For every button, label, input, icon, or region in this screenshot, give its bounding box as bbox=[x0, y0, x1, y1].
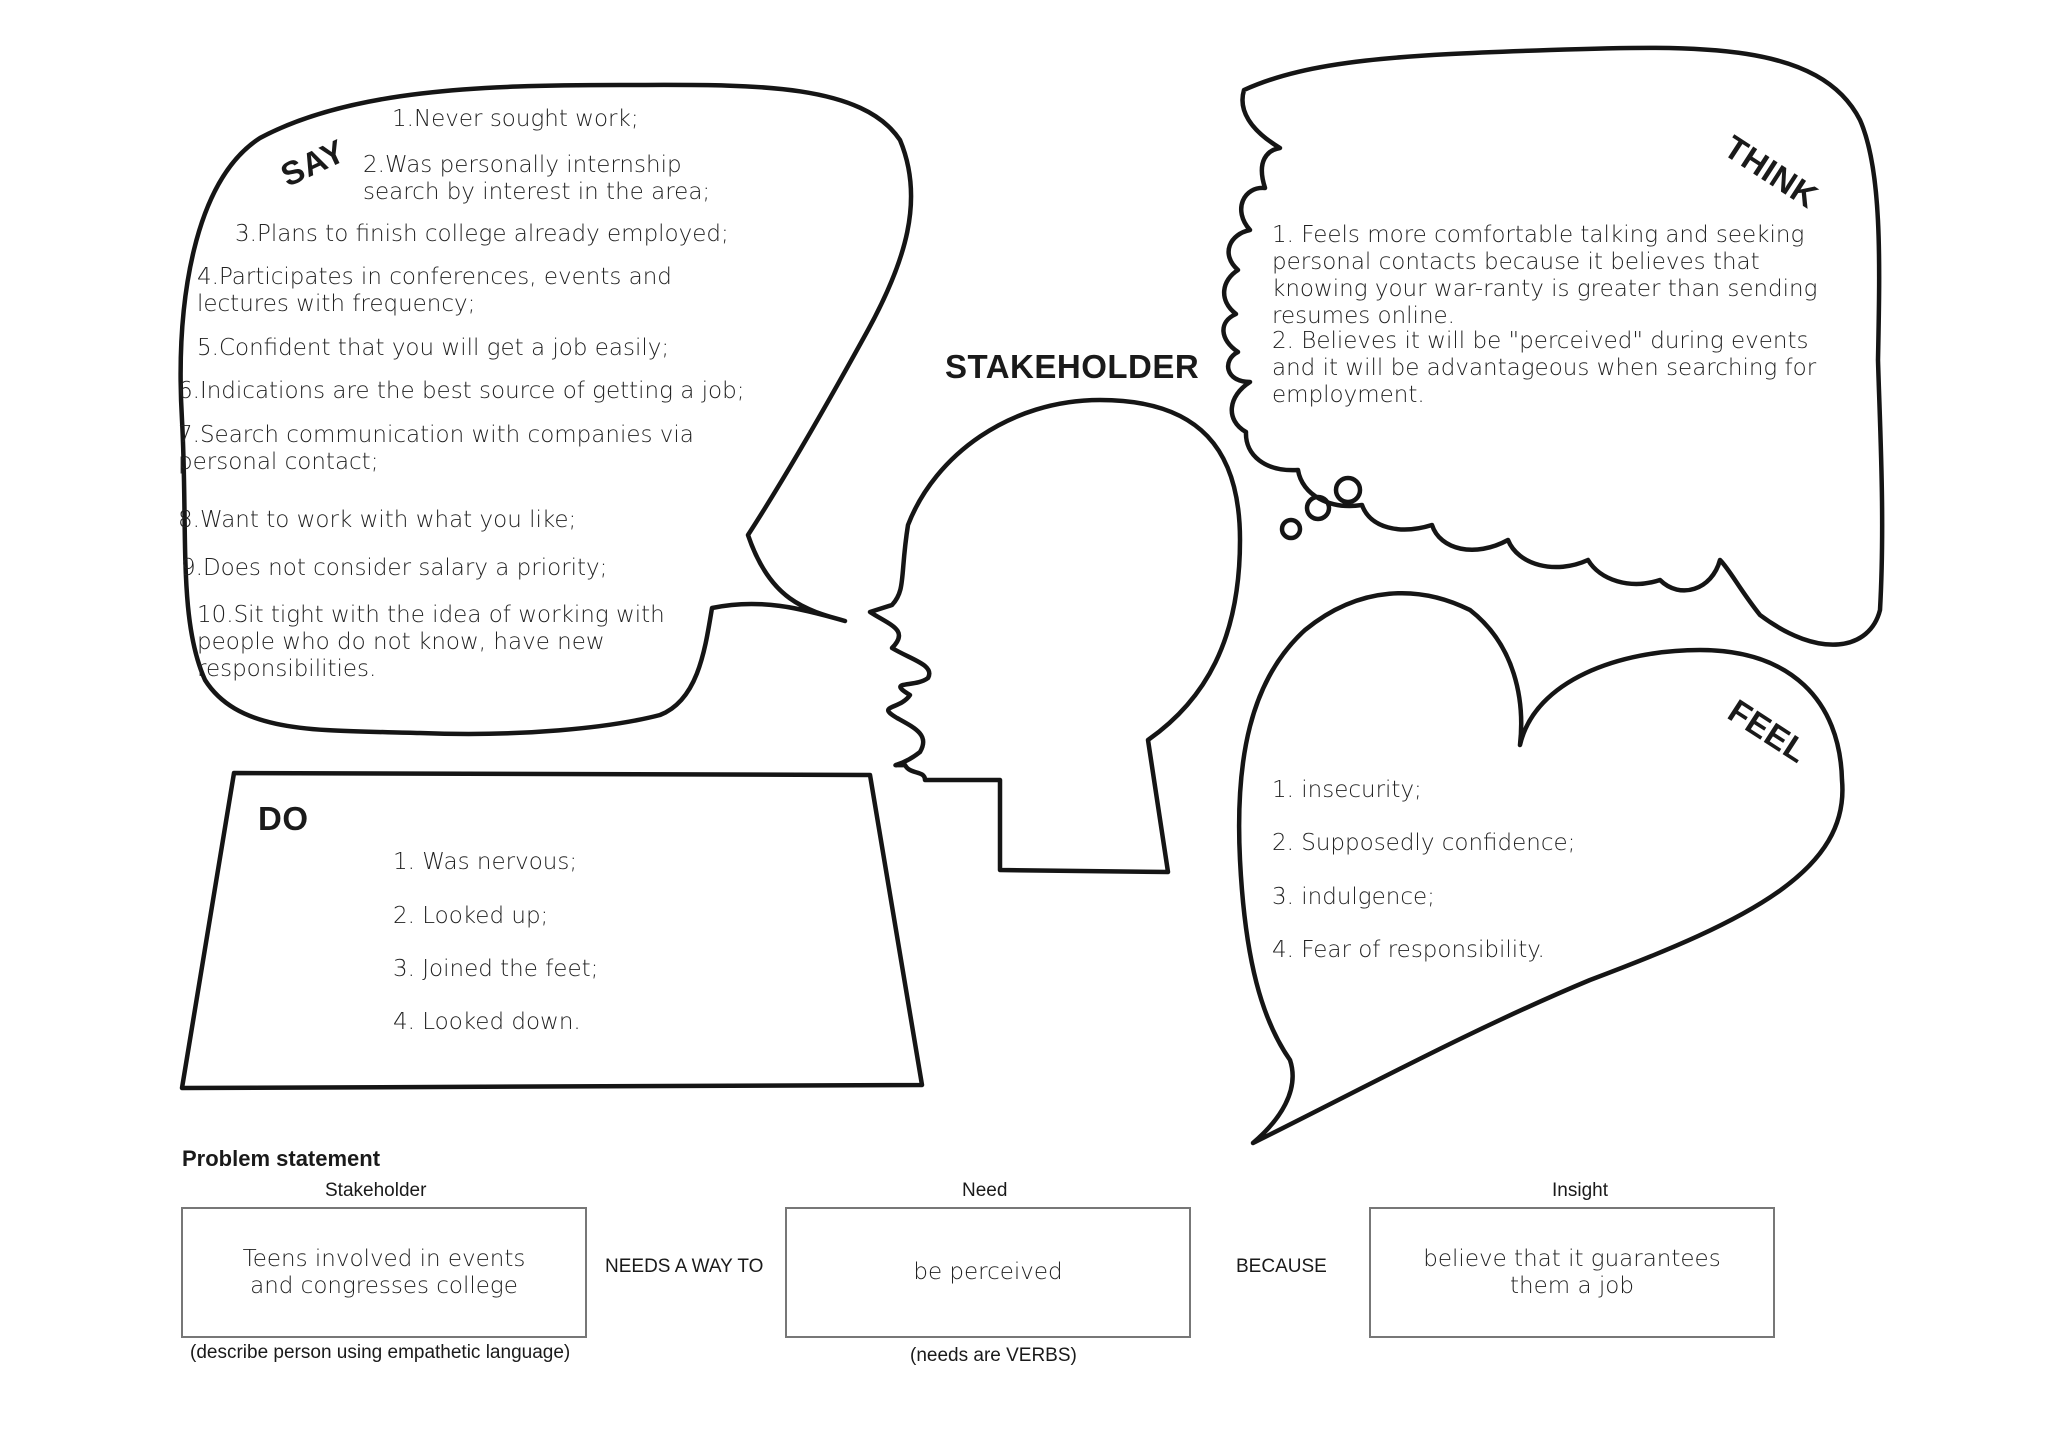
think-item: 1. Feels more comfortable talking and seeking personal contacts because it believes that knowing your war-ranty is greater than sending resumes online. bbox=[1272, 222, 1818, 329]
say-item: 7.Search communication with companies via personal contact; bbox=[178, 422, 694, 475]
say-item: 8.Want to work with what you like; bbox=[178, 507, 577, 533]
insight-value: believe that it guarantees them a job bbox=[1423, 1245, 1721, 1299]
feel-heart bbox=[1239, 593, 1842, 1143]
stakeholder-title: STAKEHOLDER bbox=[945, 348, 1200, 385]
thought-bubble-large bbox=[1336, 478, 1360, 502]
do-item: 2. Looked up; bbox=[393, 903, 549, 929]
say-item: 9.Does not consider salary a priority; bbox=[181, 555, 608, 581]
say-label: SAY bbox=[275, 131, 351, 194]
insight-header: Insight bbox=[1552, 1180, 1608, 1201]
think-item: 2. Believes it will be "perceived" during events and it will be advantageous when searching for employment. bbox=[1272, 328, 1817, 408]
thought-bubble-small bbox=[1282, 520, 1300, 538]
stakeholder-header: Stakeholder bbox=[325, 1180, 427, 1201]
do-item: 3. Joined the feet; bbox=[393, 956, 599, 982]
connector-needs-a-way-to: NEEDS A WAY TO bbox=[605, 1256, 764, 1277]
problem-statement-title: Problem statement bbox=[182, 1146, 381, 1171]
say-item: 3.Plans to finish college already employed; bbox=[235, 221, 729, 247]
do-item: 1. Was nervous; bbox=[393, 849, 578, 875]
need-header: Need bbox=[962, 1180, 1008, 1201]
need-note: (needs are VERBS) bbox=[910, 1345, 1077, 1366]
stakeholder-box bbox=[181, 1207, 587, 1338]
stakeholder-value: Teens involved in events and congresses college bbox=[242, 1245, 526, 1299]
say-item: 1.Never sought work; bbox=[392, 106, 639, 132]
do-label: DO bbox=[258, 800, 309, 837]
insight-box bbox=[1369, 1207, 1775, 1338]
need-value: be perceived bbox=[913, 1259, 1063, 1285]
do-item: 4. Looked down. bbox=[393, 1009, 581, 1035]
think-label: THINK bbox=[1717, 128, 1825, 216]
feel-item: 3. indulgence; bbox=[1272, 884, 1435, 910]
connector-because: BECAUSE bbox=[1236, 1256, 1327, 1277]
feel-item: 2. Supposedly confidence; bbox=[1272, 830, 1576, 856]
feel-item: 4. Fear of responsibility. bbox=[1272, 937, 1545, 963]
say-item: 6.Indications are the best source of getting a job; bbox=[178, 378, 745, 404]
say-item: 5.Confident that you will get a job easily; bbox=[197, 335, 670, 361]
feel-item: 1. insecurity; bbox=[1272, 777, 1422, 803]
say-item: 4.Participates in conferences, events and lectures with frequency; bbox=[197, 264, 672, 317]
say-item: 2.Was personally internship search by interest in the area; bbox=[363, 152, 711, 205]
feel-label: FEEL bbox=[1721, 692, 1815, 771]
need-box bbox=[785, 1207, 1191, 1338]
stakeholder-head bbox=[870, 400, 1240, 872]
say-item: 10.Sit tight with the idea of working with people who do not know, have new responsibilities. bbox=[197, 602, 665, 682]
stakeholder-note: (describe person using empathetic language) bbox=[190, 1342, 571, 1363]
